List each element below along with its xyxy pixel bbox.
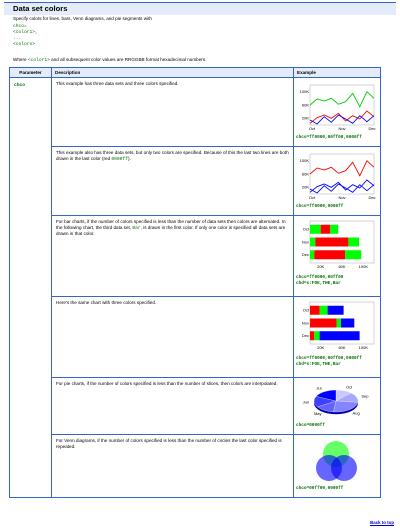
description-text: Here's the same chart with three colors specified. (56, 300, 157, 305)
description-cell (52, 78, 294, 147)
section-header (4, 2, 396, 15)
description-code: Bar (132, 225, 141, 231)
x-tick-label: 60K (338, 264, 346, 269)
bar (320, 306, 328, 315)
description-text: This example also has three data sets, but only two colors are specified. Because of this the last two lines are both drawn in the last color (red (56, 150, 289, 161)
bar (314, 250, 345, 259)
param-cell (10, 78, 52, 498)
table-row (10, 378, 381, 435)
bar-chart (296, 300, 376, 356)
y-tick-label: Nov (301, 239, 309, 245)
description-code: 0000ff (111, 156, 128, 162)
header-example: Example (294, 68, 381, 78)
bar (348, 238, 359, 247)
example-code: chco=0000ff (296, 423, 325, 428)
slice-label: Oct (345, 384, 353, 390)
example-cell (294, 378, 381, 435)
table-row (10, 435, 381, 498)
y-tick-label: Nov (301, 320, 309, 326)
y-tick-label: 100K (299, 158, 309, 164)
example-code: chd=s:FOE,THE,Bar (296, 361, 341, 367)
example-cell (294, 216, 381, 297)
example-cell (294, 147, 381, 216)
example-cell (294, 297, 381, 378)
slice-label: Jul (316, 385, 322, 391)
example-cell (294, 78, 381, 147)
description-cell (52, 297, 294, 378)
bar (310, 238, 315, 247)
bar (337, 319, 341, 328)
x-tick-label: 100K (358, 345, 369, 350)
x-tick-label: Dec (368, 126, 376, 131)
bar-chart (296, 219, 376, 275)
table-header-row (10, 68, 381, 78)
x-tick-label: Dec (368, 195, 376, 200)
example-code: chco=ff0000,00ff00,0000ff (296, 135, 362, 140)
description-text: For bar charts, if the number of colors specified is less than the number of data sets then colors are alternated. In the following chart, the third data set, (56, 219, 286, 230)
table-row (10, 216, 381, 297)
x-tick-label: 60K (338, 345, 346, 350)
x-tick-label: 20K (317, 345, 325, 350)
bar (314, 331, 319, 340)
slice-label: Jun (302, 399, 310, 405)
back-to-top-link[interactable]: Back to top (370, 520, 394, 525)
bar (320, 331, 360, 340)
slice-label: Aug (352, 410, 360, 416)
parameter-table (9, 67, 381, 498)
code-line: <color1>, (13, 30, 38, 36)
y-tick-label: 20K (301, 184, 309, 190)
code-line: chco= (13, 24, 27, 30)
x-tick-label: 20K (317, 264, 325, 269)
slice-label: May (313, 411, 322, 417)
y-tick-label: Dec (301, 333, 309, 339)
bar (310, 250, 314, 259)
bar (315, 238, 348, 247)
bar (310, 331, 314, 340)
x-tick-label: Nov (338, 126, 346, 131)
where-suffix: and all subsequent color values are RRGGBB format hexadecimal numbers. (49, 57, 207, 62)
code-line: <colorn> (13, 42, 36, 48)
bar (321, 225, 331, 234)
description-text: For pie charts, if the number of colors specified is less than the number of slices, then colors are interpolated. (56, 381, 278, 386)
table-row (10, 147, 381, 216)
line-chart (296, 81, 376, 135)
where-code: <color1> (27, 58, 50, 63)
y-tick-label: 100K (299, 89, 309, 95)
y-tick-label: Oct (302, 307, 309, 313)
x-tick-label: 100K (358, 264, 369, 269)
header-parameter: Parameter (10, 68, 52, 78)
table-row (10, 78, 381, 147)
bar (328, 306, 344, 315)
page-title: Data set colors (13, 4, 68, 13)
description-cell (52, 216, 294, 297)
description-cell (52, 147, 294, 216)
bar (345, 250, 361, 259)
intro (13, 16, 393, 48)
example-code: chd=s:FOE,THE,Bar (296, 280, 341, 286)
example-code: chco=ff0000,00ff00 (296, 275, 344, 280)
x-tick-label: Oct (308, 195, 316, 200)
table-row (10, 297, 381, 378)
header-description: Description (52, 68, 294, 78)
intro-text: Specify colors for lines, bars, Venn diagrams, and pie segments with (13, 16, 152, 21)
description-text: , is drawn in the first color. If only one color is specified all data sets are drawn in that color. (56, 224, 286, 237)
y-tick-label: 60K (301, 171, 309, 177)
syntax-code (13, 24, 393, 48)
code-line: ... (13, 36, 22, 42)
param-name: chco (14, 83, 26, 88)
pie-chart (296, 381, 376, 423)
y-tick-label: 60K (301, 102, 309, 108)
bar (330, 225, 338, 234)
description-text: ). (127, 155, 131, 161)
y-tick-label: Oct (302, 226, 309, 232)
y-tick-label: 20K (301, 115, 309, 121)
example-code: chco=ff0000,0000ff (296, 204, 344, 209)
where-prefix: Where (13, 57, 28, 62)
example-code: chco=00ff00,0000ff (296, 486, 344, 491)
line-chart (296, 150, 376, 204)
slice-label: Sep (361, 393, 369, 399)
bar (341, 319, 354, 328)
venn-circle (331, 455, 357, 481)
x-tick-label: Nov (338, 195, 346, 200)
example-cell (294, 435, 381, 498)
description-cell (52, 378, 294, 435)
description-cell (52, 435, 294, 498)
description-text: For Venn diagrams, if the number of colors specified is less than the number of circles the last color specified is repeated. (56, 438, 282, 449)
bar (310, 306, 320, 315)
description-text: This example has three data sets and three colors specified. (56, 81, 179, 86)
example-code: chco=ff0000,00ff00,0000ff (296, 356, 362, 361)
x-tick-label: Oct (308, 126, 316, 131)
bar (310, 225, 321, 234)
where-text (13, 57, 393, 63)
bar (310, 319, 337, 328)
venn-diagram (296, 438, 376, 486)
y-tick-label: Dec (301, 252, 309, 258)
